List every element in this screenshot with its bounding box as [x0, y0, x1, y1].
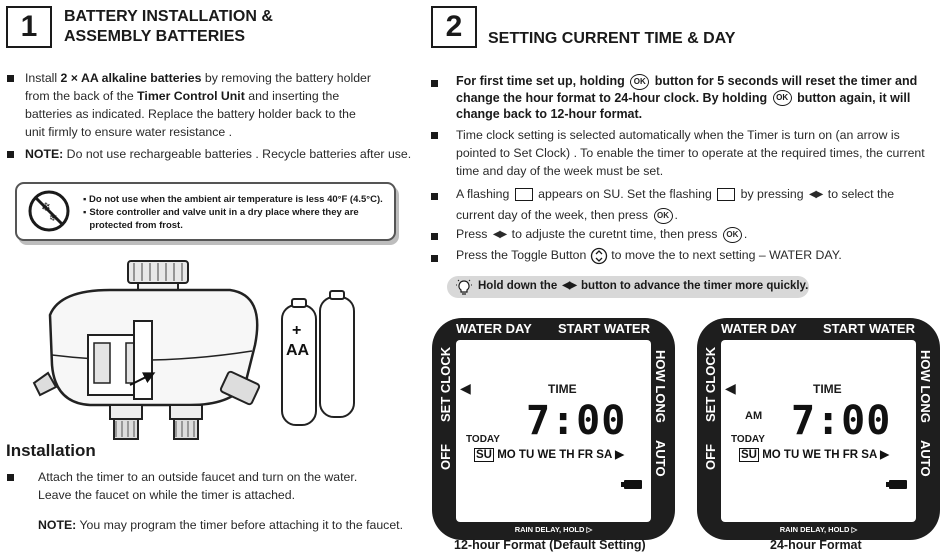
- lcd-time-label: TIME: [548, 382, 577, 396]
- installation-note: [38, 516, 403, 534]
- step-number-2: 2: [431, 6, 477, 48]
- lcd-rain-delay-label: RAIN DELAY, HOLD ▷: [779, 525, 858, 534]
- tip-banner: [447, 276, 809, 298]
- toggle-text-a: Press the Toggle Button: [456, 248, 587, 262]
- day-th: TH: [824, 449, 840, 461]
- day-tu: TU: [518, 449, 535, 461]
- day-we: WE: [802, 449, 821, 461]
- battery-note: [25, 145, 412, 163]
- adjust-text-a: Press: [456, 227, 488, 241]
- paragraph-run: Install: [25, 71, 61, 85]
- tip-text-b: button to advance the timer more quickly.: [581, 280, 809, 292]
- day-mo: MO: [497, 449, 516, 461]
- flashing-square-icon: [717, 188, 735, 201]
- adjust-time-paragraph: [456, 225, 747, 244]
- svg-text:❄: ❄: [41, 200, 52, 214]
- day-fr: FR: [842, 449, 859, 461]
- left-right-arrows-icon: ◀▶: [808, 189, 823, 201]
- bullet-marker: [431, 132, 438, 139]
- caption-12h: 12-hour Format (Default Setting): [454, 538, 646, 552]
- day-fr: FR: [577, 449, 594, 461]
- lcd-auto-label: AUTO: [918, 440, 933, 477]
- ok-button-icon: OK: [654, 208, 673, 224]
- lcd-today-label: TODAY: [466, 434, 500, 445]
- day-tu: TU: [783, 449, 800, 461]
- day-sa: SA: [861, 449, 877, 461]
- paragraph-run: and inserting the batteries as indicated. Replace the battery holder back to the unit firmly to ensure water resistance .: [25, 89, 356, 139]
- flashing-square-icon: [515, 188, 533, 201]
- day-su: SU: [741, 449, 757, 461]
- note-label: NOTE:: [25, 147, 64, 161]
- no-frost-icon: [27, 189, 71, 233]
- lcd-how-long-label: HOW LONG: [918, 350, 933, 423]
- lcd-water-day-label: WATER DAY: [456, 321, 532, 336]
- section1-title-line2: ASSEMBLY BATTERIES: [64, 28, 246, 45]
- note-text: Do not use rechargeable batteries . Recycle batteries after use.: [63, 147, 412, 161]
- lcd-set-clock-label: SET CLOCK: [703, 346, 718, 422]
- lcd-auto-label: AUTO: [653, 440, 668, 477]
- paragraph-run: 2 × AA alkaline batteries: [60, 71, 202, 85]
- day-su: SU: [476, 449, 492, 461]
- set-day-text-a: A flashing: [456, 187, 510, 201]
- bullet-marker: [431, 255, 438, 262]
- left-right-arrows-icon: ◀▶: [562, 280, 576, 292]
- battery-icon: [889, 480, 907, 489]
- warning-list: [83, 193, 383, 232]
- lcd-day-row: [739, 447, 889, 461]
- installation-heading: Installation: [6, 441, 96, 460]
- lightbulb-icon: [455, 278, 473, 296]
- lcd-screen: [456, 340, 651, 522]
- left-right-arrows-icon: ◀▶: [492, 228, 507, 240]
- lcd-off-label: OFF: [703, 444, 718, 470]
- lcd-screen: [721, 340, 916, 522]
- toggle-paragraph: [456, 246, 842, 265]
- lcd-time-label: TIME: [813, 382, 842, 396]
- lcd-off-label: OFF: [438, 444, 453, 470]
- bullet-marker: [431, 233, 438, 240]
- reset-text-c: button again, it will change back to 12-hour format.: [456, 90, 911, 122]
- bullet-marker: [7, 151, 14, 158]
- day-sa: SA: [596, 449, 612, 461]
- reset-text-a: For first time set up, holding: [456, 74, 625, 88]
- bullet-marker: [431, 80, 438, 87]
- ok-button-icon: OK: [773, 90, 792, 106]
- arrow-right-icon: ▶: [615, 449, 624, 461]
- battery-icon: [624, 480, 642, 489]
- lcd-start-water-label: START WATER: [558, 321, 650, 336]
- set-day-text-b: appears on SU. Set the flashing: [538, 187, 712, 201]
- paragraph-run: by removing the battery holder from the back of the: [25, 71, 371, 103]
- ok-button-icon: OK: [630, 74, 649, 90]
- lcd-time-digits: 7:00: [791, 398, 892, 444]
- day-th: TH: [559, 449, 575, 461]
- lcd-rain-delay-label: RAIN DELAY, HOLD ▷: [514, 525, 593, 534]
- warning-item: ▪ Do not use when the ambient air temperature is less 40°F (4.5°C).: [83, 194, 383, 205]
- battery-label: AA: [286, 342, 310, 359]
- bullet-marker: [7, 474, 14, 481]
- svg-text:+: +: [292, 322, 302, 339]
- paragraph-run: Timer Control Unit: [137, 89, 245, 103]
- lcd-today-label: TODAY: [731, 434, 765, 445]
- lcd-start-water-label: START WATER: [823, 321, 915, 336]
- lcd-time-digits: 7:00: [526, 398, 627, 444]
- lcd-set-clock-label: SET CLOCK: [438, 346, 453, 422]
- tip-text-a: Hold down the: [478, 280, 558, 292]
- arrow-left-icon: ◀: [460, 380, 471, 396]
- set-day-text-d: to select the current day of the week, then press: [456, 187, 895, 223]
- lcd-water-day-label: WATER DAY: [721, 321, 797, 336]
- section2-title: SETTING CURRENT TIME & DAY: [488, 30, 736, 47]
- arrow-right-icon: ▶: [880, 449, 889, 461]
- reset-text-b: button for 5 seconds will reset the timer and change the hour format to 24-hour clock. By holding: [456, 74, 918, 105]
- tip-text: [478, 280, 808, 292]
- toggle-button-icon: [590, 247, 608, 265]
- reset-instructions: [456, 73, 918, 122]
- note-label: NOTE:: [38, 518, 77, 532]
- day-we: WE: [537, 449, 556, 461]
- arrow-left-icon: ◀: [725, 380, 736, 396]
- svg-text:❄: ❄: [49, 213, 58, 224]
- adjust-text-c: .: [743, 227, 748, 241]
- adjust-text-b: to adjuste the curetnt time, then press: [511, 227, 718, 241]
- bullet-marker: [431, 193, 438, 200]
- ok-button-icon: OK: [723, 227, 742, 243]
- caption-24h: 24-hour Format: [770, 538, 862, 552]
- day-mo: MO: [762, 449, 781, 461]
- lcd-day-row: [474, 447, 624, 461]
- bullet-marker: [7, 75, 14, 82]
- warning-text: Do not use when the ambient air temperature is less 40°F (4.5°C).: [89, 194, 383, 205]
- lcd-display-12h: [432, 318, 675, 540]
- step-number-1: 1: [6, 6, 52, 48]
- battery-install-paragraph: [25, 69, 375, 141]
- warning-text: Store controller and valve unit in a dry place where they are protected from frost.: [89, 207, 359, 231]
- set-day-text-e: .: [674, 208, 678, 223]
- frost-warning-box: [15, 182, 396, 241]
- lcd-ampm: AM: [745, 410, 763, 422]
- note-text: You may program the timer before attaching it to the faucet.: [76, 518, 404, 532]
- installation-paragraph: Attach the timer to an outside faucet and turn on the water. Leave the faucet on while the timer is attached.: [38, 470, 358, 502]
- lcd-how-long-label: HOW LONG: [653, 350, 668, 423]
- warning-item: ▪ Store controller and valve unit in a dry place where they are protected from frost.: [83, 206, 383, 232]
- set-day-text-c: by pressing: [740, 187, 804, 201]
- set-day-paragraph: [456, 184, 926, 226]
- section1-title-line1: BATTERY INSTALLATION &: [64, 8, 273, 25]
- timer-unit-illustration: [30, 255, 400, 455]
- lcd-display-24h: [697, 318, 940, 540]
- section1-title: [64, 7, 273, 47]
- time-clock-paragraph: Time clock setting is selected automatically when the Timer is turn on (an arrow is pointed to Set Clock) . To enable the timer to operate at the required times, the current time and day of the week must be set.: [456, 128, 925, 178]
- toggle-text-b: to move the to next setting – WATER DAY.: [611, 248, 842, 262]
